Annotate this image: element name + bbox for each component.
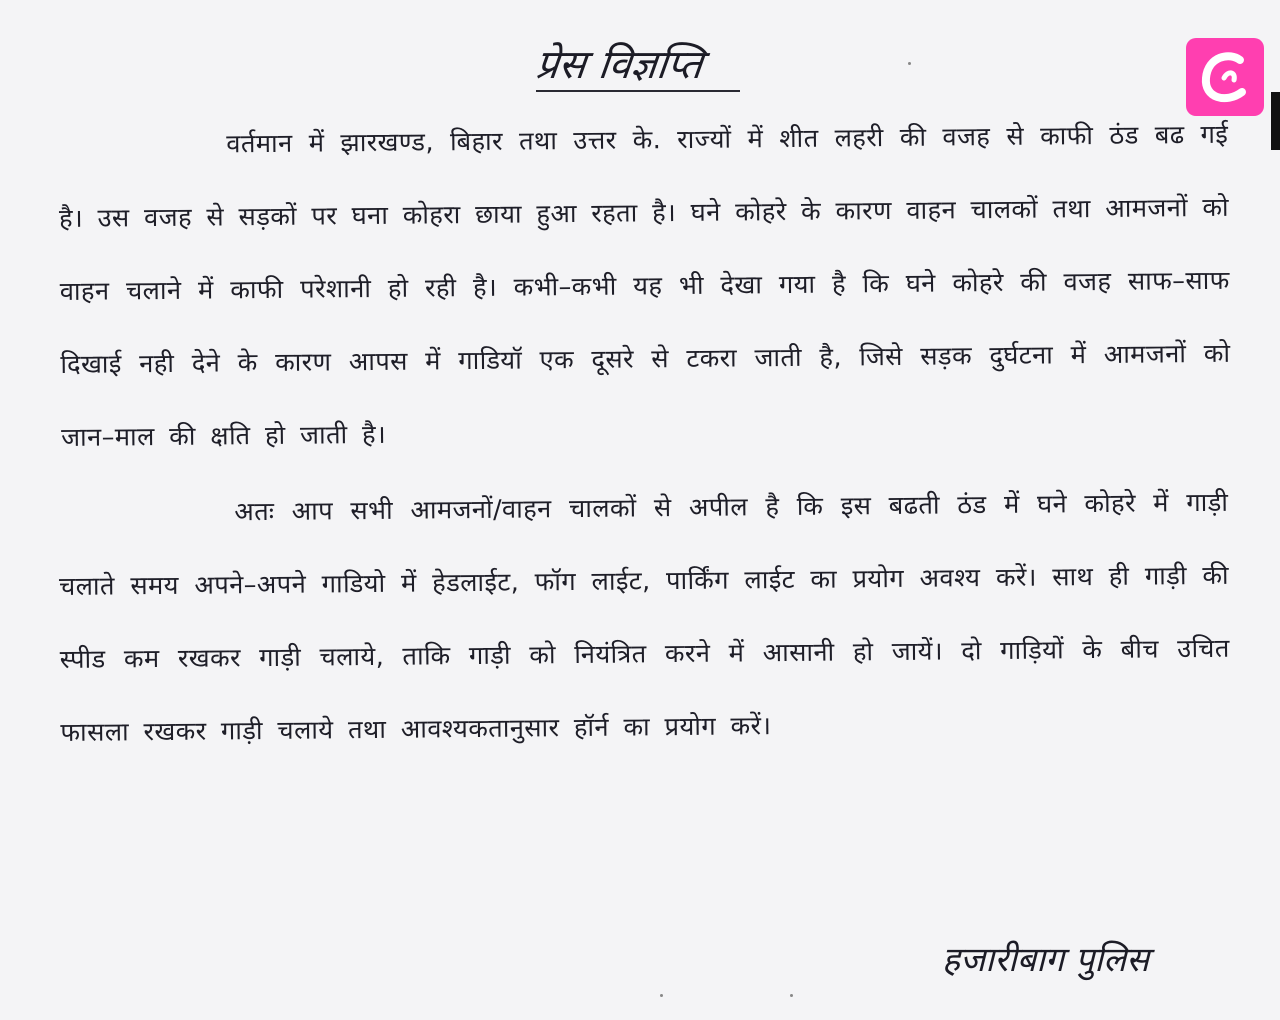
paragraph-2: अतः आप सभी आमजनों/वाहन चालकों से अपील है कि इस बढती ठंड में घने कोहरे में गाड़ी चलाते समय अपने–अपने गाडियो में हेडलाईट, फॉग लाईट, पार्किंग लाईट का प्रयोग अवश्य करें। साथ ही गाड़ी की स्पीड कम रखकर गाड़ी चलाये, ताकि गाड़ी को नियंत्रित करने में आसानी हो जायें। दो गाड़ियों के बीच उचित फासला रखकर गाड़ी चलाये तथा आवश्यकतानुसार हॉर्न का प्रयोग करें।	[58, 487, 1230, 748]
paragraph-1: वर्तमान में झारखण्ड, बिहार तथा उत्तर के. राज्यों में शीत लहरी की वजह से काफी ठंड बढ गई है। उस वजह से सड़कों पर घना कोहरा छाया हुआ रहता है। घने कोहरे के कारण वाहन चालकों तथा आमजनों को वाहन चलाने में काफी परेशानी हो रही है। कभी–कभी यह भी देखा गया है कि घने कोहरे की वजह साफ–साफ दिखाई नही देने के कारण आपस में गाडियॉ एक दूसरे से टकरा जाती है, जिसे सड़क दुर्घटना में आमजनों को जान–माल की क्षति हो जाती है।	[58, 119, 1231, 453]
signature: हजारीबाग पुलिस	[942, 940, 1150, 980]
document-title: प्रेस विज्ञप्ति	[533, 42, 705, 88]
title-underline	[536, 90, 740, 92]
paper-speck	[790, 994, 793, 997]
c-letter-glyph	[1194, 46, 1256, 108]
paper-speck	[660, 994, 663, 997]
page-edge-shadow	[1271, 92, 1280, 150]
paper-speck	[908, 62, 911, 65]
c-letter-logo-icon	[1186, 38, 1264, 116]
